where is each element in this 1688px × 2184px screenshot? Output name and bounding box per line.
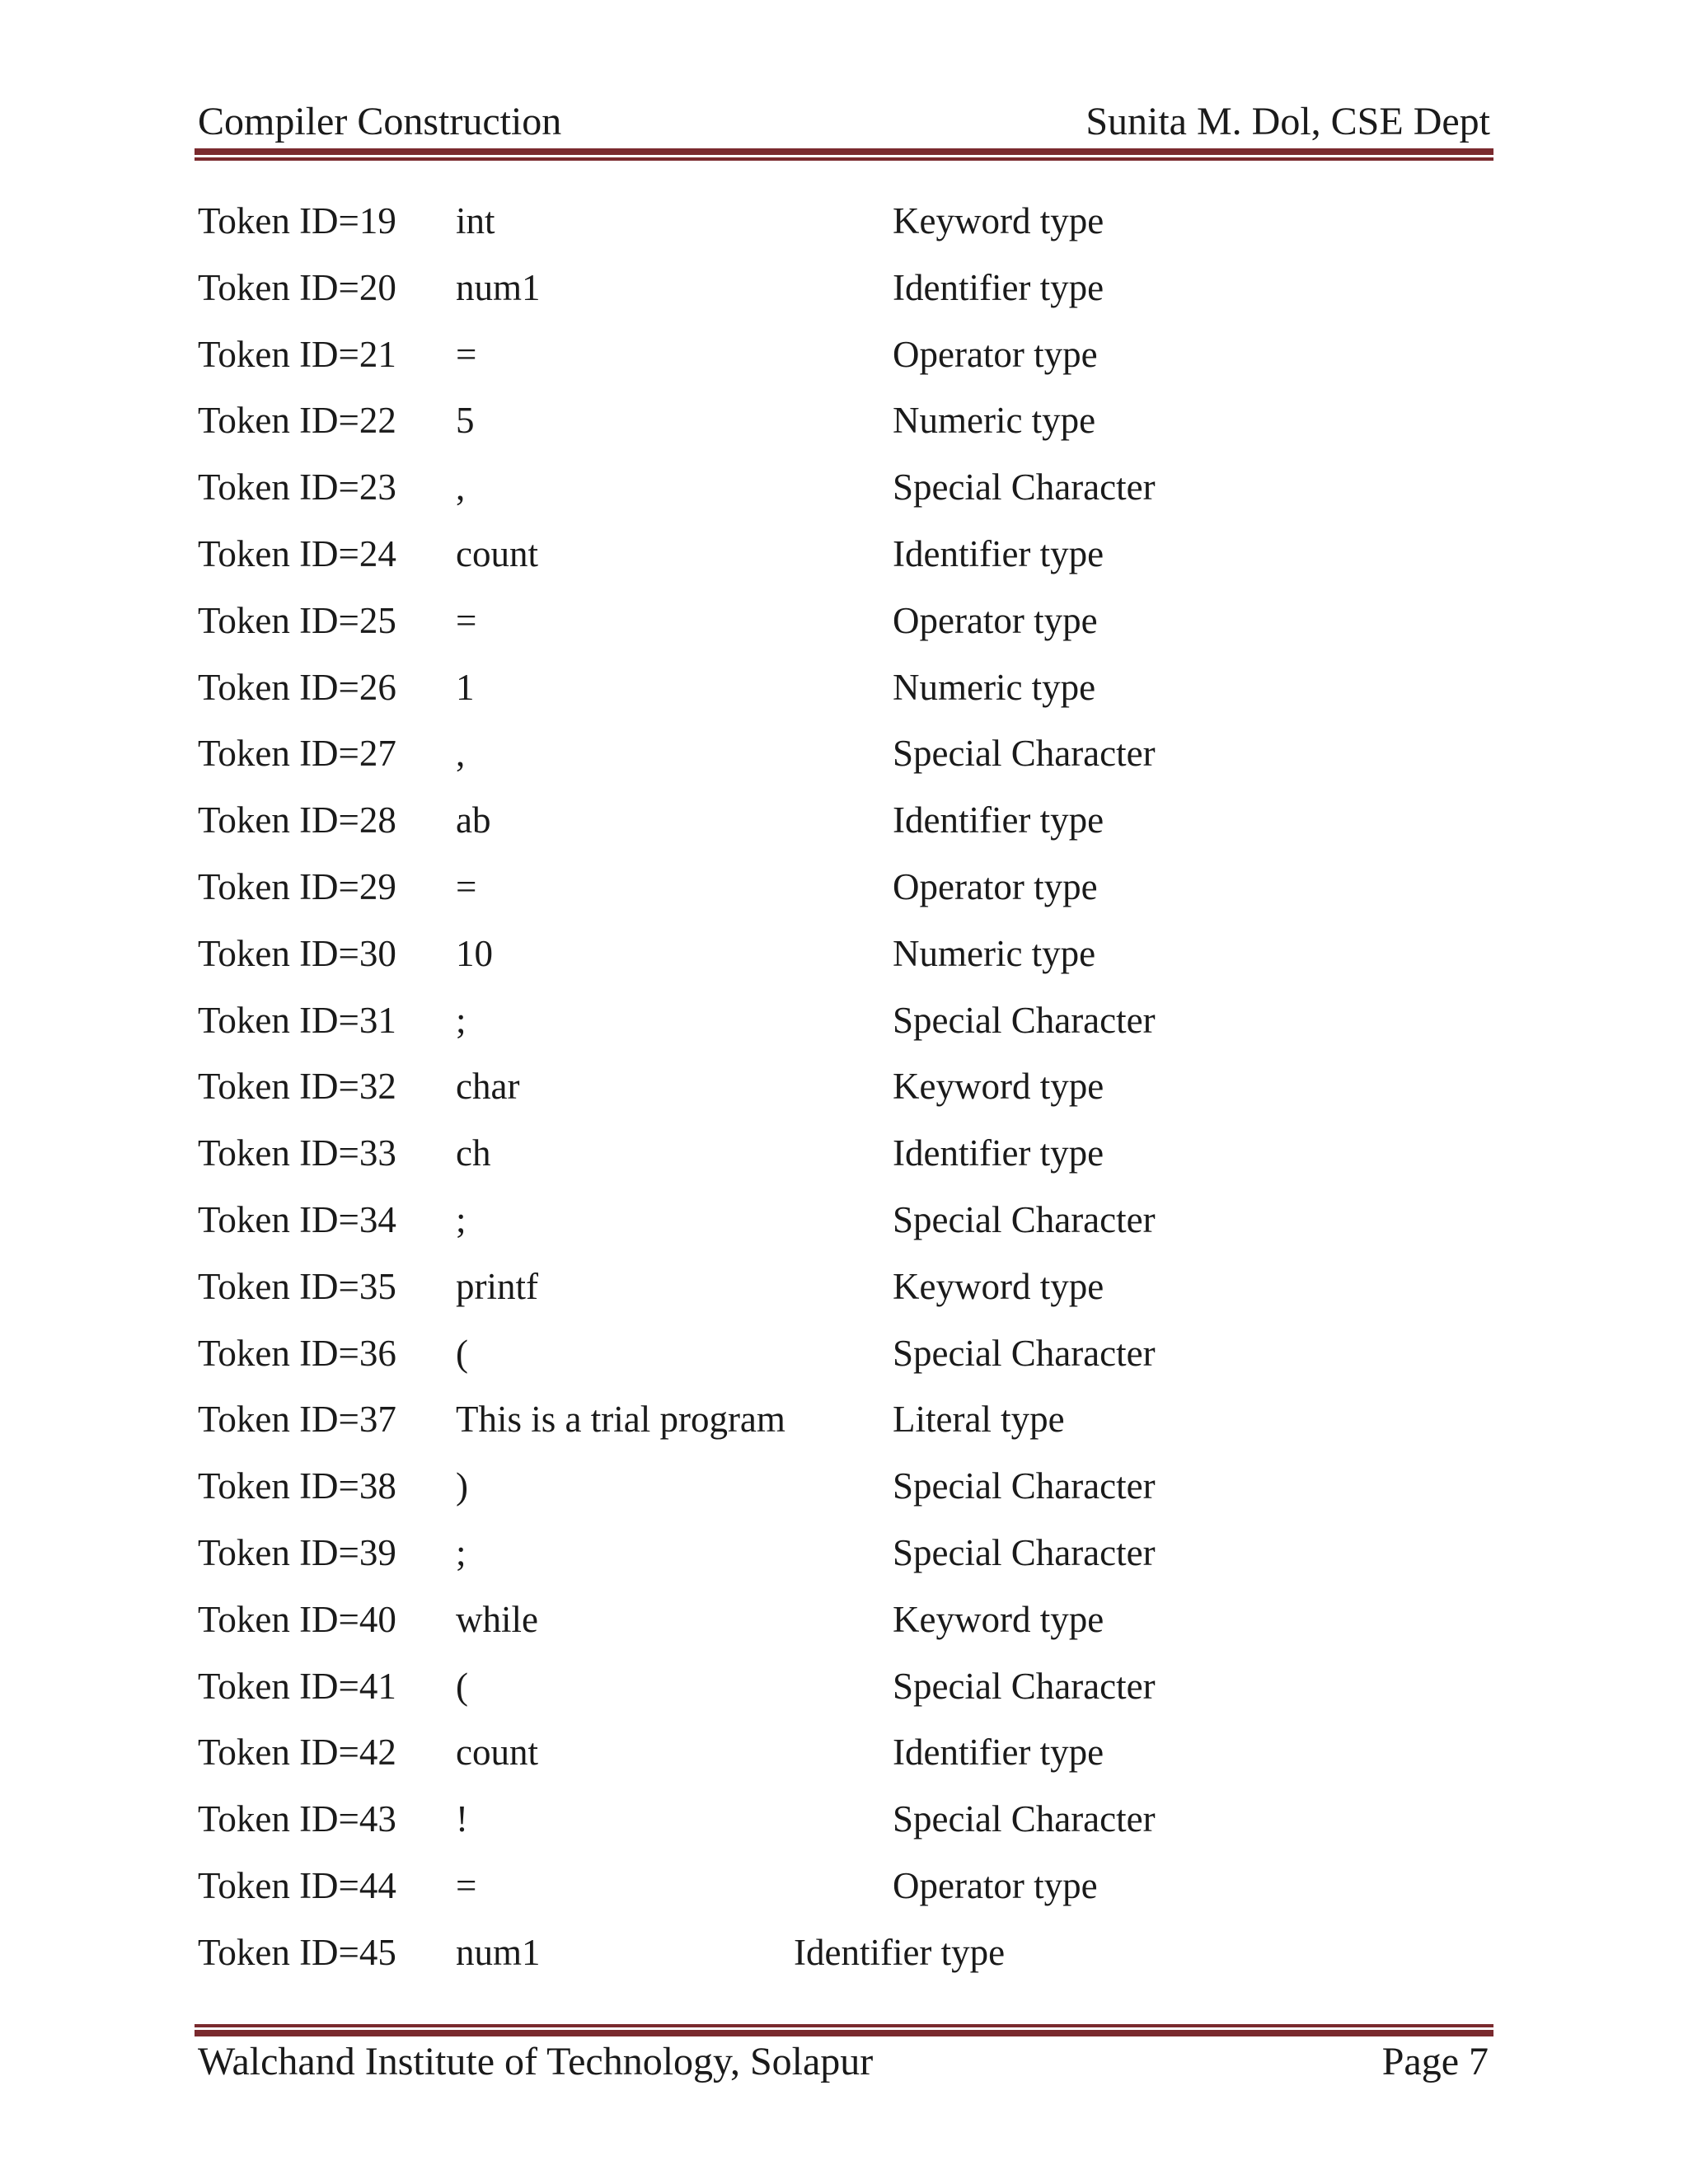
token-type: Identifier type (794, 1931, 1006, 1973)
token-lexeme: ! (456, 1798, 468, 1840)
page-number: Page 7 (1381, 2040, 1489, 2083)
token-id: Token ID=38 (198, 1465, 396, 1507)
token-id: Token ID=44 (198, 1864, 396, 1906)
token-row (198, 593, 1484, 659)
header-author: Sunita M. Dol, CSE Dept (1085, 100, 1490, 143)
token-row (198, 526, 1484, 593)
token-lexeme: char (456, 1066, 520, 1108)
token-id: Token ID=19 (198, 200, 396, 241)
token-lexeme: ; (456, 1198, 467, 1240)
token-row (198, 725, 1484, 792)
token-row (198, 1791, 1484, 1858)
token-lexeme: 5 (456, 400, 475, 442)
token-id: Token ID=34 (198, 1198, 396, 1240)
token-row (198, 1325, 1484, 1392)
token-row (198, 459, 1484, 526)
token-row (198, 992, 1484, 1059)
token-id: Token ID=33 (198, 1132, 396, 1174)
token-lexeme: , (456, 466, 466, 509)
token-lexeme: = (456, 333, 477, 375)
header-rule-thin-line (195, 157, 1493, 161)
token-lexeme: num1 (456, 266, 541, 308)
token-lexeme: ch (456, 1132, 491, 1174)
token-lexeme: , (456, 733, 466, 775)
token-id: Token ID=28 (198, 799, 396, 841)
header-course-title: Compiler Construction (198, 100, 562, 143)
footer-rule-thick-line (195, 2030, 1493, 2036)
token-row (198, 1391, 1484, 1458)
token-lexeme: ( (456, 1332, 468, 1374)
token-row (198, 1924, 1484, 1991)
token-id: Token ID=39 (198, 1531, 396, 1573)
token-id: Token ID=20 (198, 266, 396, 308)
token-id: Token ID=36 (198, 1332, 396, 1374)
token-lexeme: num1 (456, 1931, 541, 1973)
token-row (198, 1858, 1484, 1924)
token-id: Token ID=41 (198, 1665, 396, 1707)
token-type: Special Character (893, 1465, 1156, 1507)
token-type: Keyword type (893, 1066, 1104, 1108)
token-row (198, 1525, 1484, 1591)
token-row (198, 926, 1484, 992)
token-lexeme: count (456, 532, 538, 574)
token-id: Token ID=25 (198, 599, 396, 641)
token-type: Special Character (893, 1531, 1156, 1573)
footer-rule (195, 2024, 1493, 2036)
token-lexeme: ; (456, 1531, 467, 1573)
token-type: Operator type (893, 1864, 1098, 1906)
footer-institute: Walchand Institute of Technology, Solapur (198, 2040, 874, 2083)
token-row (198, 392, 1484, 459)
token-row (198, 1192, 1484, 1258)
token-type: Identifier type (893, 266, 1104, 308)
token-row (198, 792, 1484, 859)
token-type: Identifier type (893, 532, 1104, 574)
token-row (198, 193, 1484, 260)
token-type: Operator type (893, 865, 1098, 907)
token-row (198, 1458, 1484, 1525)
token-row (198, 1658, 1484, 1725)
token-id: Token ID=30 (198, 932, 396, 974)
token-row (198, 1058, 1484, 1125)
token-type: Special Character (893, 999, 1156, 1041)
token-type: Keyword type (893, 1265, 1104, 1307)
token-row (198, 659, 1484, 726)
token-id: Token ID=37 (198, 1399, 396, 1441)
token-lexeme: while (456, 1598, 538, 1640)
token-lexeme: ) (456, 1465, 468, 1507)
token-type: Literal type (893, 1399, 1065, 1441)
token-row (198, 1591, 1484, 1658)
token-id: Token ID=43 (198, 1798, 396, 1840)
token-type: Numeric type (893, 400, 1096, 442)
token-lexeme: This is a trial program (456, 1399, 785, 1441)
token-row (198, 326, 1484, 393)
token-id: Token ID=35 (198, 1265, 396, 1307)
token-id: Token ID=22 (198, 400, 396, 442)
token-type: Numeric type (893, 932, 1096, 974)
token-type: Special Character (893, 1198, 1156, 1240)
token-row (198, 859, 1484, 926)
token-id: Token ID=29 (198, 865, 396, 907)
token-lexeme: 10 (456, 932, 493, 974)
token-lexeme: ab (456, 799, 491, 841)
token-type: Identifier type (893, 1732, 1104, 1774)
token-id: Token ID=42 (198, 1732, 396, 1774)
token-type: Numeric type (893, 666, 1096, 708)
token-lexeme: ( (456, 1665, 468, 1707)
token-type: Special Character (893, 1665, 1156, 1707)
token-id: Token ID=24 (198, 532, 396, 574)
token-lexeme: = (456, 1864, 477, 1906)
footer-rule-thin-line (195, 2024, 1493, 2027)
token-lexeme: count (456, 1732, 538, 1774)
token-id: Token ID=31 (198, 999, 396, 1041)
token-id: Token ID=27 (198, 733, 396, 775)
token-row (198, 1258, 1484, 1325)
token-id: Token ID=45 (198, 1931, 396, 1973)
token-type: Keyword type (893, 200, 1104, 241)
token-id: Token ID=21 (198, 333, 396, 375)
token-id: Token ID=23 (198, 466, 396, 509)
token-lexeme: = (456, 865, 477, 907)
token-lexeme: ; (456, 999, 467, 1041)
header-rule-thick-line (195, 148, 1493, 155)
token-type: Operator type (893, 599, 1098, 641)
token-table (198, 193, 1484, 1991)
token-type: Keyword type (893, 1598, 1104, 1640)
token-type: Operator type (893, 333, 1098, 375)
token-type: Special Character (893, 1798, 1156, 1840)
token-lexeme: printf (456, 1265, 538, 1307)
token-row (198, 260, 1484, 326)
token-id: Token ID=32 (198, 1066, 396, 1108)
token-type: Special Character (893, 466, 1156, 509)
token-type: Special Character (893, 733, 1156, 775)
token-row (198, 1125, 1484, 1192)
token-lexeme: 1 (456, 666, 475, 708)
token-type: Identifier type (893, 799, 1104, 841)
header-rule (195, 148, 1493, 161)
token-id: Token ID=40 (198, 1598, 396, 1640)
token-row (198, 1724, 1484, 1791)
token-id: Token ID=26 (198, 666, 396, 708)
token-lexeme: = (456, 599, 477, 641)
token-type: Identifier type (893, 1132, 1104, 1174)
token-lexeme: int (456, 200, 495, 241)
token-type: Special Character (893, 1332, 1156, 1374)
